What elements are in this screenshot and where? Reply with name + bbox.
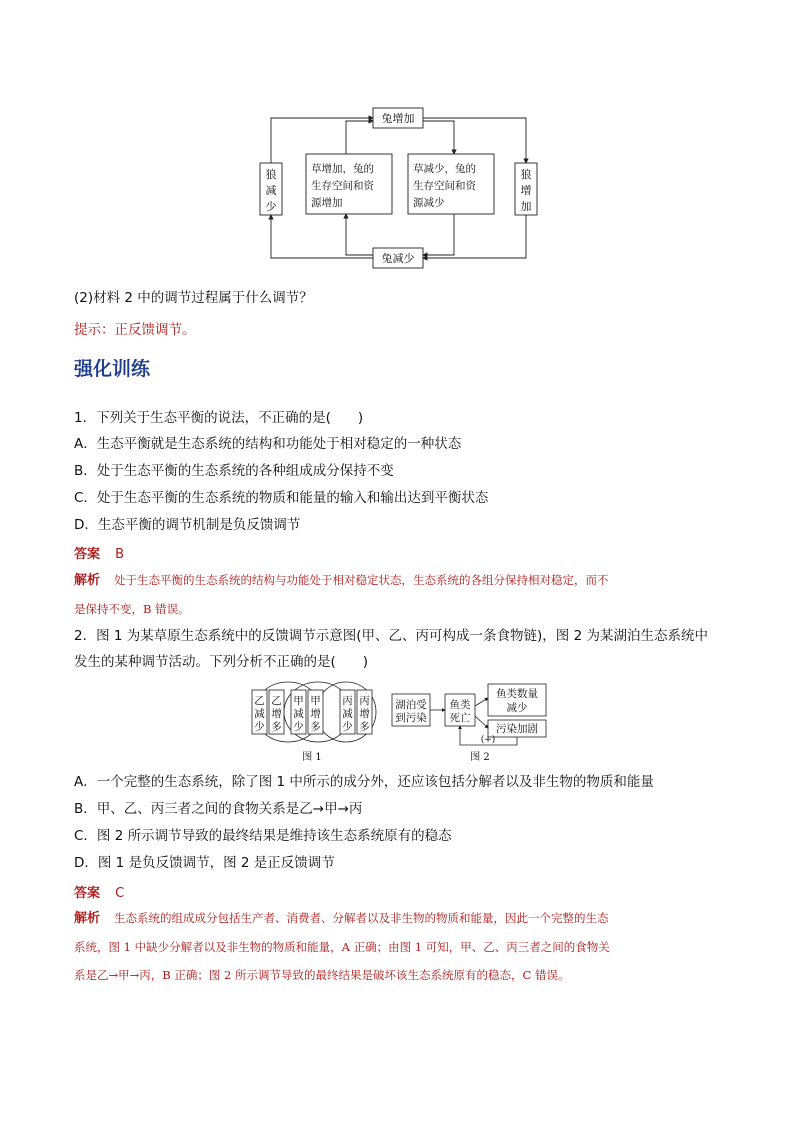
wolf-decrease-char: 减 — [265, 184, 277, 197]
fig1-char: 多 — [271, 721, 282, 733]
fig1-char: 多 — [359, 721, 370, 733]
explain-label: 解析 — [74, 911, 101, 926]
fig1-char: 少 — [342, 721, 353, 733]
question-1-option-d: D．生态平衡的调节机制是负反馈调节 — [74, 517, 301, 533]
fig2-text: 湖泊受 — [395, 699, 427, 711]
question-1-answer — [74, 543, 124, 562]
explain-line: 生态系统的组成成分包括生产者、消费者、分解者以及非生物的物质和能量，因此一个完整的生态 — [114, 911, 609, 925]
fig2-text: 死亡 — [449, 712, 471, 724]
section-title: 强化训练 — [74, 358, 151, 380]
question-2-stem-line: 发生的某种调节活动。下列分析不正确的是( ) — [74, 654, 369, 670]
fig1-char: 乙 — [271, 695, 282, 707]
explain-line: 是保持不变，B 错误。 — [74, 602, 190, 616]
fig1-char: 甲 — [293, 695, 304, 707]
grass-increase-line: 源增加 — [311, 197, 343, 209]
fig2-text: 到污染 — [395, 712, 427, 724]
sub-question: (2)材料 2 中的调节过程属于什么调节？ — [74, 290, 313, 306]
fig2-text: 减少 — [506, 702, 528, 714]
fig1-char: 减 — [254, 708, 265, 720]
fig1-char: 增 — [359, 708, 370, 720]
rabbit-increase-label: 兔增加 — [381, 112, 415, 125]
question-2-option-a: A．一个完整的生态系统，除了图 1 中所示的成分外，还应该包括分解者以及非生物的物质和能量 — [74, 774, 654, 790]
wolf-increase-char: 狼 — [520, 168, 532, 181]
figure-1 — [248, 680, 380, 765]
question-1-option-a: A．生态平衡就是生态系统的结构和功能处于相对稳定的一种状态 — [74, 436, 462, 452]
wolf-decrease-char: 少 — [265, 200, 277, 213]
fig1-char: 少 — [293, 721, 304, 733]
fig1-char: 增 — [310, 708, 321, 720]
fig2-text: 鱼类数量 — [496, 688, 538, 700]
question-1-explanation — [74, 566, 724, 623]
answer-value: B — [115, 547, 125, 562]
fig2-text: 鱼类 — [449, 699, 471, 711]
wolf-increase-char: 增 — [520, 184, 532, 197]
explain-line: 系是乙→甲→丙，B 正确；图 2 所示调节导致的最终结果是破坏该生态系统原有的稳态，C 错误。 — [74, 968, 570, 982]
grass-increase-line: 生存空间和资 — [311, 180, 374, 192]
fig1-char: 丙 — [359, 695, 370, 707]
grass-decrease-line: 源减少 — [413, 197, 445, 209]
fig1-char: 少 — [254, 721, 265, 733]
fig1-char: 减 — [342, 708, 353, 720]
fig1-char: 增 — [271, 708, 282, 720]
rabbit-decrease-label: 兔减少 — [381, 252, 415, 265]
fig2-plus: (+) — [480, 735, 496, 745]
answer-value: C — [115, 886, 125, 901]
question-1-option-c: C．处于生态平衡的生态系统的物质和能量的输入和输出达到平衡状态 — [74, 490, 489, 506]
wolf-decrease-char: 狼 — [265, 168, 277, 181]
question-2-answer — [74, 882, 124, 901]
fig1-char: 多 — [310, 721, 321, 733]
fig2-caption: 图 2 — [470, 752, 490, 763]
wolf-increase-char: 加 — [520, 200, 532, 213]
grass-increase-line: 草增加，兔的 — [311, 163, 374, 175]
explain-line: 处于生态平衡的生态系统的结构与功能处于相对稳定状态，生态系统的各组分保持相对稳定，而不 — [114, 573, 609, 587]
question-1-stem: 1．下列关于生态平衡的说法，不正确的是( ) — [74, 410, 364, 426]
fig1-char: 甲 — [310, 695, 321, 707]
grass-decrease-line: 生存空间和资 — [413, 180, 476, 192]
hint-text: 提示：正反馈调节。 — [74, 322, 196, 338]
figure-2 — [390, 680, 550, 765]
question-2-explanation — [74, 904, 724, 989]
grass-decrease-line: 草减少，兔的 — [413, 163, 476, 175]
explain-line: 系统，图 1 中缺少分解者以及非生物的物质和能量，A 正确；由图 1 可知，甲、乙、丙三者之间的食物关 — [74, 940, 610, 954]
explain-label: 解析 — [74, 573, 101, 588]
answer-label: 答案 — [74, 547, 101, 562]
fig2-text: 污染加剧 — [496, 723, 538, 735]
feedback-diagram — [250, 100, 550, 275]
question-2-option-b: B．甲、乙、丙三者之间的食物关系是乙→甲→丙 — [74, 801, 363, 817]
question-2-option-c: C．图 2 所示调节导致的最终结果是维持该生态系统原有的稳态 — [74, 828, 452, 844]
question-2-option-d: D．图 1 是负反馈调节，图 2 是正反馈调节 — [74, 855, 335, 871]
answer-label: 答案 — [74, 886, 101, 901]
fig1-caption: 图 1 — [302, 752, 322, 763]
fig1-char: 丙 — [342, 695, 353, 707]
fig1-char: 乙 — [254, 695, 265, 707]
question-2-stem-line: 2．图 1 为某草原生态系统中的反馈调节示意图(甲、乙、丙可构成一条食物链)，图 2 为某湖泊生态系统中 — [74, 628, 708, 644]
fig1-char: 减 — [293, 708, 304, 720]
question-1-option-b: B．处于生态平衡的生态系统的各种组成成分保持不变 — [74, 463, 394, 479]
